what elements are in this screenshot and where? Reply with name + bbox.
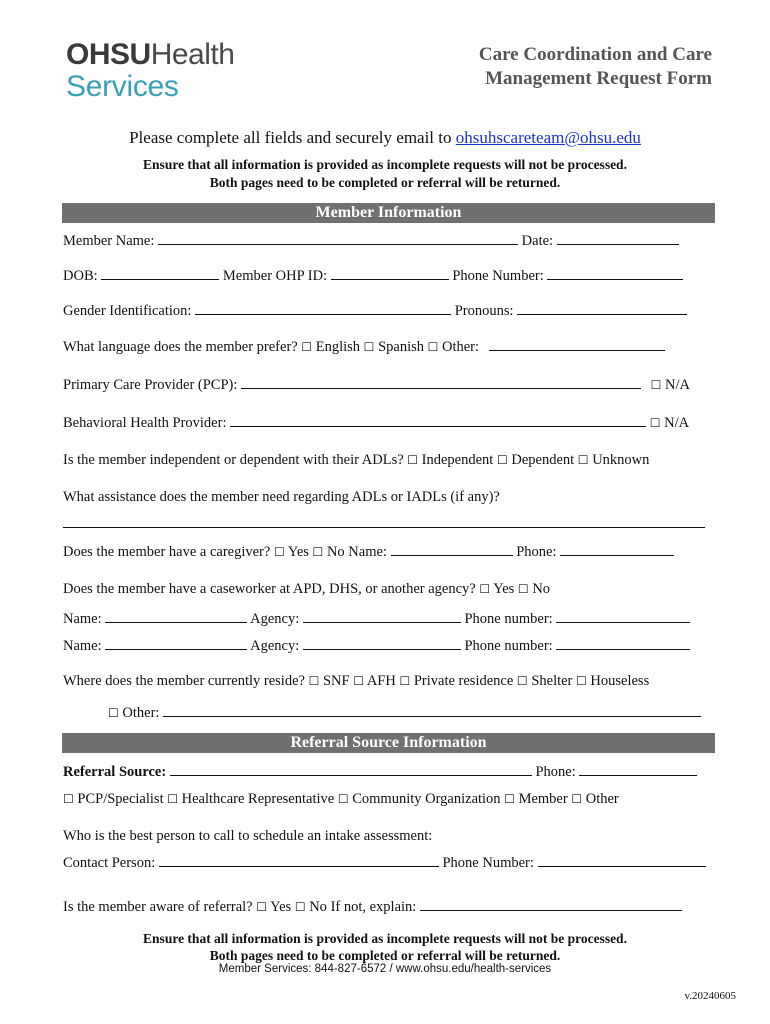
referral-phone-label: Phone: [535, 764, 576, 780]
caregiver-phone-label: Phone: [516, 544, 557, 560]
cw1-agency-label: Agency: [250, 611, 300, 627]
aware-yes-label: Yes [270, 899, 292, 915]
language-row [63, 338, 665, 356]
caregiver-name-field[interactable] [391, 543, 513, 556]
dob-row [63, 267, 683, 285]
spanish-label: Spanish [378, 339, 424, 355]
cw1-phone-label: Phone number: [464, 611, 553, 627]
hc-rep-label: Healthcare Representative [181, 791, 335, 807]
version-label: v.20240605 [684, 990, 736, 1002]
intro-text: Please complete all fields and securely email to [129, 128, 456, 147]
gender-field[interactable] [195, 302, 451, 315]
bh-field[interactable] [230, 414, 646, 427]
snf-label: SNF [322, 673, 350, 689]
houseless-label: Houseless [590, 673, 650, 689]
cw1-name-label: Name: [63, 611, 102, 627]
dob-label: DOB: [63, 268, 98, 284]
caregiver-yes-label: Yes [287, 544, 309, 560]
bh-row [63, 414, 689, 432]
phone-field[interactable] [547, 267, 683, 280]
referral-member-checkbox[interactable]: ☐ [504, 792, 515, 806]
referral-type-row [63, 791, 619, 808]
dob-field[interactable] [101, 267, 219, 280]
independent-checkbox[interactable]: ☐ [407, 453, 419, 467]
form-title: Care Coordination and Care Management Request Form [478, 44, 712, 89]
contact-phone-field[interactable] [538, 854, 706, 867]
snf-checkbox[interactable]: ☐ [308, 674, 320, 688]
date-field[interactable] [557, 232, 679, 245]
caregiver-row [63, 543, 674, 561]
member-services-line: Member Services: 844-827-6572 / www.ohsu.edu/health-services [218, 963, 552, 975]
section-referral-header: Referral Source Information [62, 733, 715, 753]
footer-warning-line-1: Ensure that all information is provided as incomplete requests will not be processed. [143, 931, 627, 946]
aware-row [63, 898, 682, 916]
reside-question: Where does the member currently reside? [63, 673, 305, 689]
other-language-checkbox[interactable]: ☐ [427, 340, 439, 354]
explain-field[interactable] [420, 898, 682, 911]
caregiver-question: Does the member have a caregiver? [63, 544, 271, 560]
warning-line-1: Ensure that all information is provided as incomplete requests will not be processed. [143, 157, 627, 172]
reside-other-label: Other: [122, 705, 160, 721]
aware-yes-checkbox[interactable]: ☐ [256, 900, 267, 914]
pcp-specialist-label: PCP/Specialist [77, 791, 164, 807]
assist-question: What assistance does the member need regarding ADLs or IADLs (if any)? [63, 489, 500, 505]
cw1-phone-field[interactable] [556, 610, 690, 623]
pcp-label: Primary Care Provider (PCP): [63, 377, 238, 393]
houseless-checkbox[interactable]: ☐ [576, 674, 587, 688]
pcp-row [63, 376, 690, 394]
cw2-phone-field[interactable] [556, 637, 690, 650]
member-name-row [63, 232, 679, 250]
spanish-checkbox[interactable]: ☐ [363, 340, 375, 354]
community-org-label: Community Organization [352, 791, 501, 807]
unknown-checkbox[interactable]: ☐ [577, 453, 589, 467]
intro-line [0, 128, 770, 148]
hc-rep-checkbox[interactable]: ☐ [167, 792, 178, 806]
caregiver-no-label: No [326, 544, 345, 560]
bh-label: Behavioral Health Provider: [63, 415, 227, 431]
email-link[interactable]: ohsuhscareteam@ohsu.edu [455, 128, 641, 147]
best-person-question: Who is the best person to call to schedule an intake assessment: [63, 828, 433, 844]
aware-no-checkbox[interactable]: ☐ [294, 900, 306, 914]
logo [66, 40, 234, 70]
shelter-label: Shelter [531, 673, 573, 689]
referral-member-label: Member [518, 791, 568, 807]
caseworker-no-label: No [532, 581, 551, 597]
pronouns-label: Pronouns: [454, 303, 514, 319]
date-label: Date: [521, 233, 554, 249]
caseworker-no-checkbox[interactable]: ☐ [517, 582, 529, 596]
dependent-checkbox[interactable]: ☐ [496, 453, 508, 467]
logo-services: Services [66, 70, 179, 103]
cw2-name-label: Name: [63, 638, 102, 654]
referral-source-row [63, 763, 697, 781]
reside-other-checkbox[interactable]: ☐ [108, 706, 119, 720]
warning-line-2: Both pages need to be completed or referral will be returned. [209, 175, 561, 190]
other-language-field[interactable] [489, 338, 665, 351]
english-checkbox[interactable]: ☐ [301, 340, 313, 354]
referral-other-label: Other [585, 791, 619, 807]
cw1-name-field[interactable] [105, 610, 247, 623]
caregiver-no-checkbox[interactable]: ☐ [312, 545, 324, 559]
cw1-agency-field[interactable] [303, 610, 461, 623]
cw2-phone-label: Phone number: [464, 638, 553, 654]
pcp-field[interactable] [241, 376, 641, 389]
section-member-header: Member Information [62, 203, 715, 223]
dependent-label: Dependent [511, 452, 575, 468]
caregiver-name-label: Name: [348, 544, 387, 560]
bh-na-checkbox[interactable]: ☐ [649, 416, 661, 430]
caregiver-phone-field[interactable] [560, 543, 674, 556]
aware-question: Is the member aware of referral? [63, 899, 253, 915]
logo-rest: Health [150, 38, 235, 71]
english-label: English [315, 339, 361, 355]
logo-bold: OHSU [66, 38, 151, 71]
afh-label: AFH [366, 673, 396, 689]
cw2-agency-field[interactable] [303, 637, 461, 650]
cw2-name-field[interactable] [105, 637, 247, 650]
contact-field[interactable] [159, 854, 439, 867]
private-residence-checkbox[interactable]: ☐ [399, 674, 411, 688]
contact-row [63, 854, 706, 872]
caseworker-row [63, 581, 550, 598]
referral-phone-field[interactable] [579, 763, 697, 776]
adl-question: Is the member independent or dependent with their ADLs? [63, 452, 404, 468]
footer-warning-line-2: Both pages need to be completed or referral will be returned. [209, 948, 561, 963]
contact-label: Contact Person: [63, 855, 156, 871]
caseworker-question: Does the member have a caseworker at APD, DHS, or another agency? [63, 581, 476, 597]
referral-other-checkbox[interactable]: ☐ [571, 792, 583, 806]
explain-label: If not, explain: [330, 899, 417, 915]
referral-source-label: Referral Source: [63, 764, 167, 780]
caregiver-yes-checkbox[interactable]: ☐ [273, 545, 285, 559]
aware-no-label: No [309, 899, 327, 915]
pcp-na-label: N/A [665, 377, 691, 393]
pcp-na-checkbox[interactable]: ☐ [650, 378, 662, 392]
private-residence-label: Private residence [413, 673, 514, 689]
afh-checkbox[interactable]: ☐ [353, 674, 364, 688]
assist-field[interactable] [63, 527, 705, 528]
member-name-field[interactable] [158, 232, 518, 245]
reside-other-row [108, 704, 701, 722]
pronouns-field[interactable] [517, 302, 687, 315]
caseworker-entry-1 [63, 610, 690, 628]
gender-label: Gender Identification: [63, 303, 192, 319]
referral-source-field[interactable] [170, 763, 532, 776]
gender-row [63, 302, 687, 320]
reside-other-field[interactable] [163, 704, 701, 717]
pcp-specialist-checkbox[interactable]: ☐ [63, 792, 74, 806]
reside-row [63, 673, 649, 690]
member-name-label: Member Name: [63, 233, 155, 249]
ohp-id-label: Member OHP ID: [222, 268, 328, 284]
other-language-label: Other: [442, 339, 480, 355]
caseworker-entry-2 [63, 637, 690, 655]
adl-row [63, 452, 649, 469]
caseworker-yes-checkbox[interactable]: ☐ [479, 582, 491, 596]
shelter-checkbox[interactable]: ☐ [516, 674, 528, 688]
independent-label: Independent [421, 452, 494, 468]
contact-phone-label: Phone Number: [442, 855, 534, 871]
community-org-checkbox[interactable]: ☐ [337, 792, 349, 806]
cw2-agency-label: Agency: [250, 638, 300, 654]
bh-na-label: N/A [664, 415, 690, 431]
ohp-id-field[interactable] [331, 267, 449, 280]
language-question: What language does the member prefer? [63, 339, 298, 355]
phone-label: Phone Number: [452, 268, 544, 284]
caseworker-yes-label: Yes [493, 581, 515, 597]
unknown-label: Unknown [592, 452, 650, 468]
